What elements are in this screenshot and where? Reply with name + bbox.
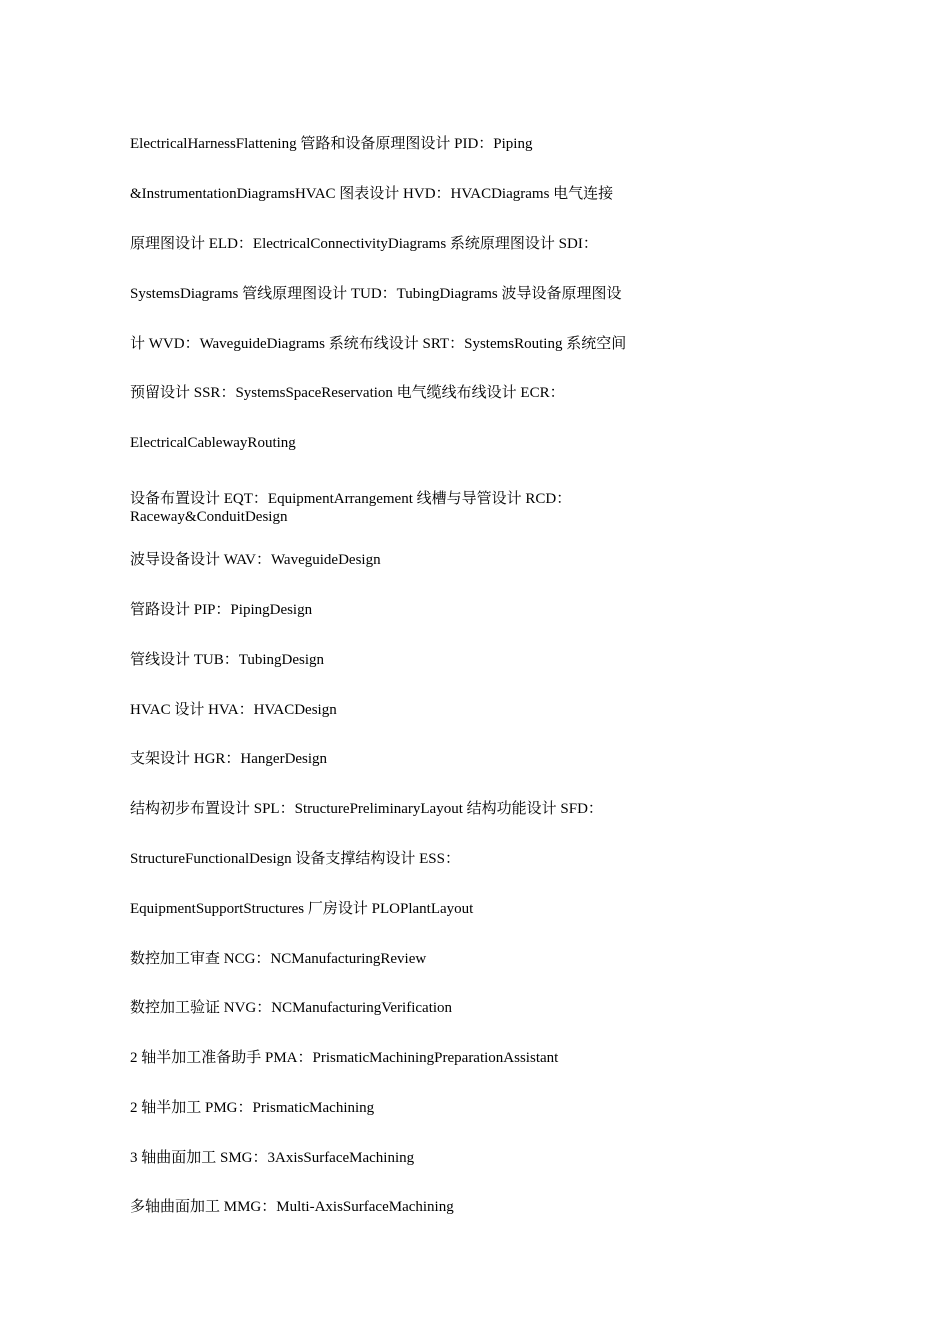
text-line: 3 轴曲面加工 SMG：3AxisSurfaceMachining bbox=[130, 1150, 415, 1166]
text-line: ElectricalHarnessFlattening 管路和设备原理图设计 PID：Piping bbox=[130, 136, 533, 152]
text-line: 设备布置设计 EQT：EquipmentArrangement 线槽与导管设计 RCD： bbox=[130, 491, 572, 507]
text-line: 波导设备设计 WAV：WaveguideDesign bbox=[130, 552, 381, 568]
text-line: 预留设计 SSR：SystemsSpaceReservation 电气缆线布线设计 ECR： bbox=[130, 385, 565, 401]
text-line: 结构初步布置设计 SPL：StructurePreliminaryLayout 结构功能设计 SFD： bbox=[130, 801, 603, 817]
text-line: 2 轴半加工 PMG：PrismaticMachining bbox=[130, 1100, 375, 1116]
text-line: 管线设计 TUB：TubingDesign bbox=[130, 652, 325, 668]
text-line: SystemsDiagrams 管线原理图设计 TUD：TubingDiagrams 波导设备原理图设 bbox=[130, 286, 622, 302]
text-line: &InstrumentationDiagramsHVAC 图表设计 HVD：HVACDiagrams 电气连接 bbox=[130, 186, 614, 202]
text-line: StructureFunctionalDesign 设备支撑结构设计 ESS： bbox=[130, 851, 460, 867]
text-line: 管路设计 PIP：PipingDesign bbox=[130, 602, 313, 618]
text-line: 原理图设计 ELD：ElectricalConnectivityDiagrams 系统原理图设计 SDI： bbox=[130, 236, 598, 252]
text-line: 2 轴半加工准备助手 PMA：PrismaticMachiningPreparationAssistant bbox=[130, 1050, 559, 1066]
text-line: 数控加工审查 NCG：NCManufacturingReview bbox=[130, 951, 427, 967]
text-line: 支架设计 HGR：HangerDesign bbox=[130, 751, 328, 767]
text-line: HVAC 设计 HVA：HVACDesign bbox=[130, 702, 337, 718]
text-line: 多轴曲面加工 MMG：Multi-AxisSurfaceMachining bbox=[130, 1199, 454, 1215]
text-line: EquipmentSupportStructures 厂房设计 PLOPlantLayout bbox=[130, 901, 474, 917]
text-line: 数控加工验证 NVG：NCManufacturingVerification bbox=[130, 1000, 453, 1016]
text-line: Raceway&ConduitDesign bbox=[130, 509, 288, 525]
text-line: ElectricalCablewayRouting bbox=[130, 435, 296, 451]
text-line: 计 WVD：WaveguideDiagrams 系统布线设计 SRT：SystemsRouting 系统空间 bbox=[130, 336, 627, 352]
